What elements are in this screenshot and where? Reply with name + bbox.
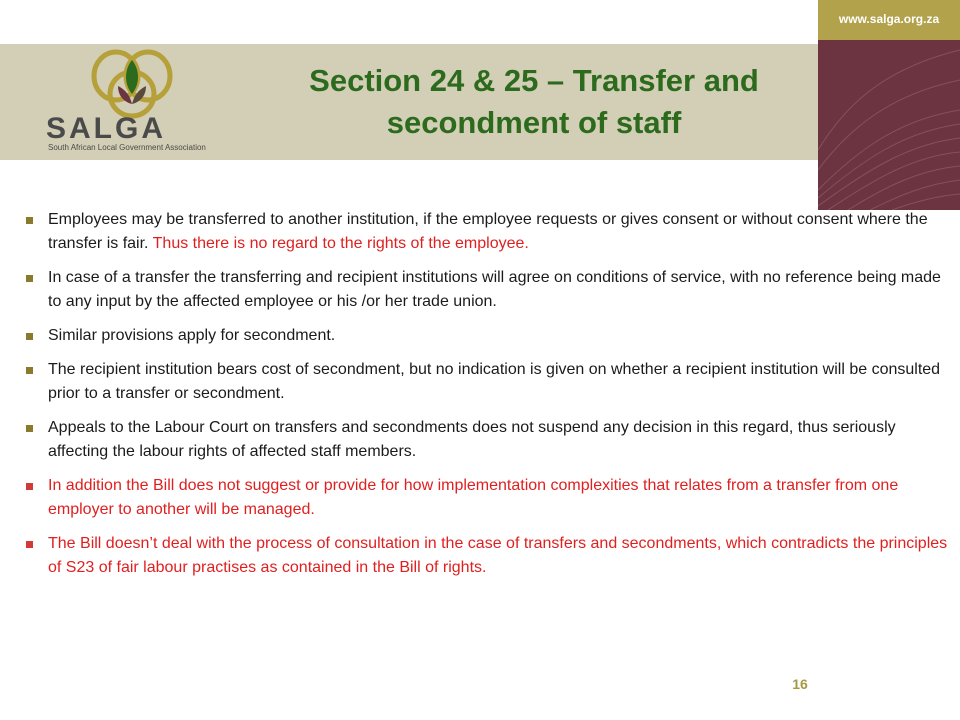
- bullet-item: [22, 266, 952, 314]
- website-url[interactable]: www.salga.org.za: [838, 12, 940, 26]
- bullet-highlight-text: Thus there is no regard to the rights of the employee.: [152, 235, 529, 252]
- bullet-text: In case of a transfer the transferring and recipient institutions will agree on conditions of service, with no reference being made to any input by the affected employee or his /or her trade union.: [48, 269, 941, 310]
- bullet-item: [22, 416, 952, 464]
- bullet-item: [22, 324, 952, 348]
- bullet-item: [22, 208, 952, 256]
- page-title: [250, 60, 818, 144]
- logo-wordmark: SALGA: [46, 112, 166, 145]
- logo-tagline: South African Local Government Association: [48, 143, 206, 152]
- title-line-1: Section 24 & 25 – Transfer and: [309, 63, 759, 98]
- bullet-text: Employees may be transferred to another institution, if the employee requests or gives consent or without consent where the transfer is fair.: [48, 211, 928, 252]
- bullet-text: Similar provisions apply for secondment.: [48, 327, 336, 344]
- salga-logo-icon: [44, 46, 244, 154]
- bullet-text: Appeals to the Labour Court on transfers and secondments does not suspend any decision in this regard, thus seriously affecting the labour rights of affected staff members.: [48, 419, 896, 460]
- bullet-list: [22, 208, 952, 590]
- bullet-item: [22, 532, 952, 580]
- bullet-item: [22, 474, 952, 522]
- bullet-text: In addition the Bill does not suggest or provide for how implementation complexities that relates from a transfer from one employer to another will be managed.: [48, 477, 899, 518]
- bullet-item: [22, 358, 952, 406]
- title-line-2: secondment of staff: [386, 105, 682, 140]
- salga-logo: [44, 46, 244, 154]
- page-number: 16: [792, 676, 808, 692]
- bullet-text: The Bill doesn’t deal with the process of consultation in the case of transfers and secondments, which contradicts the principles of S23 of fair labour practises as contained in the Bill of rights.: [48, 535, 948, 576]
- bullet-text: The recipient institution bears cost of secondment, but no indication is given on whether a recipient institution will be consulted prior to a transfer or secondment.: [48, 361, 941, 402]
